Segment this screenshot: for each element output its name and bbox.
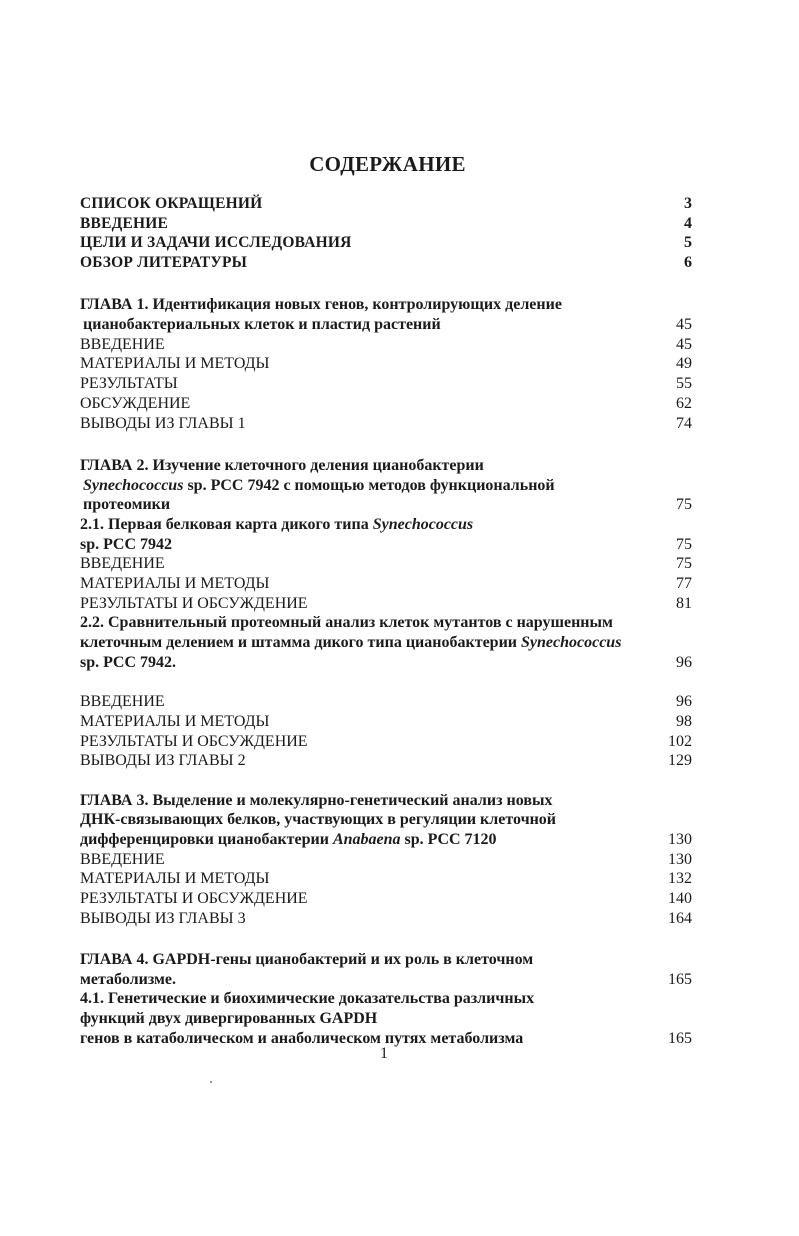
toc-entry-label: ОБСУЖДЕНИЕ	[80, 394, 191, 412]
section-heading-line: генов в катаболическом и анаболическом путях метаболизма	[80, 1029, 524, 1047]
toc-entry-abbreviations	[80, 194, 692, 214]
chapter-1-heading-cont	[80, 315, 692, 335]
section-heading-line	[80, 633, 692, 653]
chapter-heading-line	[80, 830, 662, 850]
toc-entry-page: 96	[676, 653, 692, 671]
toc-entry	[80, 712, 692, 732]
toc-entry	[80, 751, 692, 771]
toc-entry	[80, 909, 692, 929]
toc-entry-label: ВЫВОДЫ ИЗ ГЛАВЫ 2	[80, 752, 246, 770]
section-heading-text: 2.1. Первая белковая карта дикого типа	[80, 515, 373, 533]
toc-entry-label: ВВЕДЕНИЕ	[80, 555, 165, 573]
chapter-2-heading-cont	[80, 476, 692, 496]
chapter-heading-text: sp. PCC 7942 с помощью методов функциональной	[183, 476, 555, 494]
page-title: СОДЕРЖАНИЕ	[309, 152, 466, 176]
chapter-heading-line: цианобактериальных клеток и пластид растений	[83, 316, 441, 334]
toc-entry-page: 49	[676, 355, 692, 373]
toc-entry-page: 98	[676, 712, 692, 730]
chapter-heading-line: ГЛАВА 4. GAPDH-гены цианобактерий и их роль в клеточном	[80, 951, 534, 969]
toc-entry-page: 62	[676, 394, 692, 412]
toc-entry-page: 165	[668, 970, 692, 988]
toc-entry	[80, 850, 692, 870]
toc-entry-page: 102	[668, 732, 692, 750]
toc-entry-label: МАТЕРИАЛЫ И МЕТОДЫ	[80, 712, 270, 730]
toc-entry-label: ВЫВОДЫ ИЗ ГЛАВЫ 1	[80, 414, 246, 432]
toc-entry	[80, 594, 692, 614]
toc-entry-page: 3	[684, 194, 692, 212]
toc-entry	[80, 732, 692, 752]
species-name: Synechococcus	[521, 634, 622, 652]
toc-entry-label: СПИСОК ОКРАЩЕНИЙ	[80, 194, 263, 212]
toc-entry-page: 96	[676, 693, 692, 711]
toc-entry-page: 165	[668, 1029, 692, 1047]
toc-entry	[80, 574, 692, 594]
toc-entry	[80, 374, 692, 394]
section-2-2-heading-cont	[80, 653, 692, 673]
toc-entry-page: 6	[684, 254, 692, 272]
chapter-3-heading-cont	[80, 830, 692, 850]
section-2-2-heading-cont	[80, 633, 692, 653]
toc-entry-label: ОБЗОР ЛИТЕРАТУРЫ	[80, 254, 248, 272]
toc-entry	[80, 554, 692, 574]
toc-entry-page: 5	[684, 234, 692, 252]
toc-entry-page: 140	[668, 890, 692, 908]
toc-entry-page: 77	[676, 575, 692, 593]
chapter-1-heading	[80, 295, 692, 315]
page-number: 1	[380, 1045, 388, 1062]
toc-entry-label: ВВЕДЕНИЕ	[80, 214, 169, 232]
chapter-2-heading	[80, 456, 692, 476]
chapter-4-heading-cont	[80, 970, 692, 990]
section-heading-line: sp. PCC 7942.	[80, 653, 177, 671]
chapter-heading-line: метаболизме.	[80, 970, 177, 988]
toc-entry	[80, 889, 692, 909]
species-name: Anabaena	[332, 830, 401, 848]
toc-entry-label: ВВЕДЕНИЕ	[80, 850, 165, 868]
toc-entry-page: 45	[676, 335, 692, 353]
section-2-1-heading-cont	[80, 535, 692, 555]
toc-entry	[80, 692, 692, 712]
toc-entry-page: 74	[676, 414, 692, 432]
section-4-1-heading-cont	[80, 1009, 692, 1029]
toc-entry-introduction	[80, 214, 692, 234]
toc-entry-page: 132	[668, 870, 692, 888]
chapter-heading-line: ДНК-связывающих белков, участвующих в регуляции клеточной	[80, 811, 557, 829]
toc-entry-label: ЦЕЛИ И ЗАДАЧИ ИССЛЕДОВАНИЯ	[80, 234, 352, 252]
toc-entry-page: 75	[676, 535, 692, 553]
toc-entry-goals	[80, 233, 692, 253]
section-heading-line: sp. PCC 7942	[80, 535, 173, 553]
toc-entry-page: 164	[668, 909, 692, 927]
toc-entry-label: МАТЕРИАЛЫ И МЕТОДЫ	[80, 870, 270, 888]
chapter-3-heading	[80, 791, 692, 811]
chapter-heading-line: ГЛАВА 1. Идентификация новых генов, контролирующих деление	[80, 296, 562, 314]
section-heading-line: 2.2. Сравнительный протеомный анализ клеток мутантов с нарушенным	[80, 614, 613, 632]
toc-entry-page: 45	[676, 316, 692, 334]
toc-entry-label: МАТЕРИАЛЫ И МЕТОДЫ	[80, 355, 270, 373]
toc-entry-page: 130	[668, 830, 692, 848]
toc-entry-label: ВВЕДЕНИЕ	[80, 693, 165, 711]
section-2-2-heading	[80, 613, 692, 633]
toc-entry	[80, 335, 692, 355]
toc-entry-page: 81	[676, 594, 692, 612]
toc-entry	[80, 869, 692, 889]
section-heading-line	[80, 515, 692, 535]
species-name: Synechococcus	[83, 476, 184, 494]
toc-entry	[80, 394, 692, 414]
toc-entry-page: 4	[684, 214, 692, 232]
chapter-2-heading-cont	[80, 495, 692, 515]
toc-entry	[80, 355, 692, 375]
toc-entry-page: 75	[676, 555, 692, 573]
chapter-heading-line	[80, 476, 692, 496]
toc-entry-label: ВЫВОДЫ ИЗ ГЛАВЫ 3	[80, 909, 246, 927]
toc-entry-label: ВВЕДЕНИЕ	[80, 335, 165, 353]
scan-speck	[210, 1081, 212, 1083]
toc-entry-page: 130	[668, 850, 692, 868]
toc-entry-label: РЕЗУЛЬТАТЫ И ОБСУЖДЕНИЕ	[80, 732, 308, 750]
section-4-1-heading	[80, 990, 692, 1010]
chapter-heading-line: ГЛАВА 2. Изучение клеточного деления цианобактерии	[80, 456, 484, 474]
chapter-heading-line: протеомики	[83, 496, 171, 514]
toc-entry-page: 75	[676, 496, 692, 514]
section-heading-line: функций двух дивергированных GAPDH	[80, 1010, 378, 1028]
section-2-1-heading	[80, 515, 692, 535]
table-of-contents	[80, 194, 692, 1049]
chapter-heading-text: дифференцировки цианобактерии	[80, 830, 333, 848]
toc-entry-label: РЕЗУЛЬТАТЫ	[80, 375, 178, 393]
toc-entry-label: РЕЗУЛЬТАТЫ И ОБСУЖДЕНИЕ	[80, 594, 308, 612]
toc-entry-page: 129	[668, 752, 692, 770]
toc-entry	[80, 414, 692, 434]
chapter-3-heading-cont	[80, 810, 692, 830]
species-name: Synechococcus	[372, 515, 474, 533]
toc-entry-page: 55	[676, 375, 692, 393]
section-heading-line: 4.1. Генетические и биохимические доказательства различных	[80, 990, 535, 1008]
chapter-4-heading	[80, 950, 692, 970]
section-heading-text: клеточным делением и штамма дикого типа цианобактерии	[80, 634, 521, 652]
toc-entry-literature-review	[80, 253, 692, 273]
chapter-heading-line: ГЛАВА 3. Выделение и молекулярно-генетический анализ новых	[80, 791, 553, 809]
chapter-heading-text: sp. PCC 7120	[400, 830, 497, 848]
toc-entry-label: РЕЗУЛЬТАТЫ И ОБСУЖДЕНИЕ	[80, 890, 308, 908]
toc-entry-label: МАТЕРИАЛЫ И МЕТОДЫ	[80, 575, 270, 593]
